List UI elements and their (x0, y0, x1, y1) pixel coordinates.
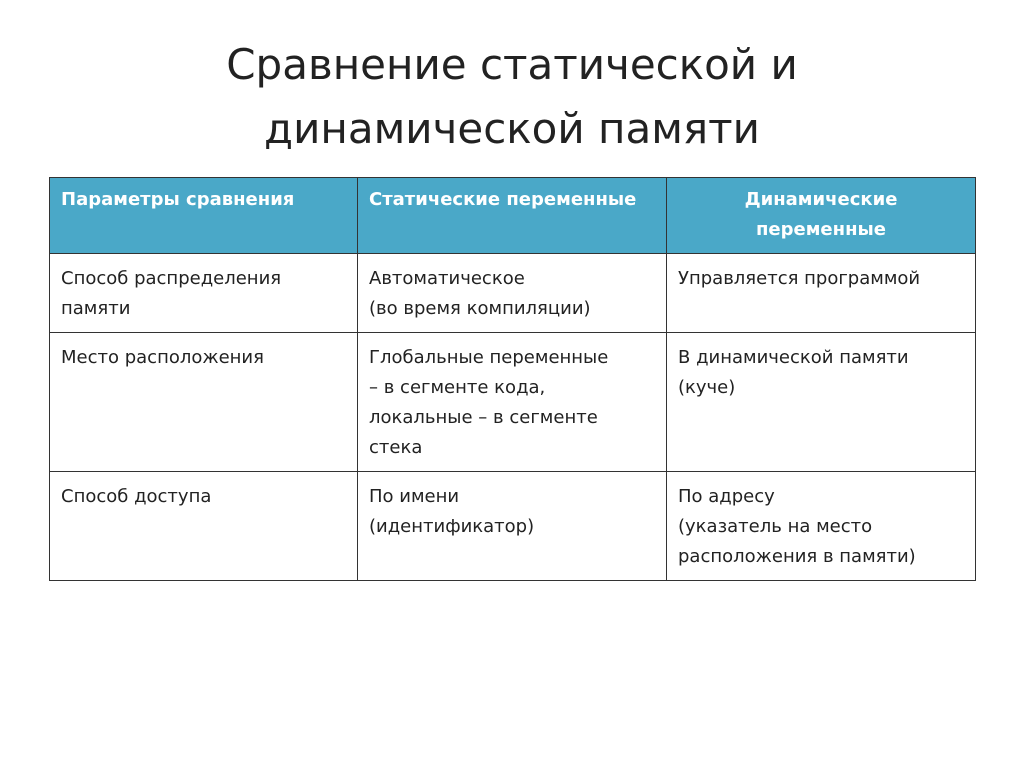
table-header-row (50, 178, 976, 254)
cell-line: расположения в памяти) (678, 546, 916, 567)
cell-static (358, 333, 667, 472)
cell-line: стека (369, 437, 423, 458)
cell-line: памяти (61, 298, 131, 319)
title-line-1: Сравнение статической и (226, 40, 798, 89)
cell-dynamic (667, 333, 976, 472)
page-title (0, 33, 1024, 161)
header-static: Статические переменные (358, 178, 667, 254)
cell-dynamic (667, 254, 976, 333)
cell-line: (указатель на место (678, 516, 873, 537)
cell-line: Глобальные переменные (369, 347, 609, 368)
cell-line: локальные – в сегменте (369, 407, 598, 428)
table-row (50, 472, 976, 581)
cell-line: Способ распределения (61, 268, 282, 289)
cell-param (50, 333, 358, 472)
cell-static (358, 254, 667, 333)
cell-line: Место расположения (61, 347, 264, 368)
cell-line: В динамической памяти (678, 347, 909, 368)
cell-line: (идентификатор) (369, 516, 535, 537)
cell-line: Способ доступа (61, 486, 212, 507)
cell-param (50, 254, 358, 333)
table-row (50, 254, 976, 333)
title-line-2: динамической памяти (264, 104, 760, 153)
table-row (50, 333, 976, 472)
cell-dynamic (667, 472, 976, 581)
cell-static (358, 472, 667, 581)
header-params: Параметры сравнения (50, 178, 358, 254)
cell-line: Управляется программой (678, 268, 921, 289)
header-dynamic: Динамические переменные (667, 178, 976, 254)
cell-line: Автоматическое (369, 268, 525, 289)
cell-line: (во время компиляции) (369, 298, 591, 319)
comparison-table (49, 177, 976, 581)
cell-line: (куче) (678, 377, 736, 398)
cell-line: По имени (369, 486, 460, 507)
cell-line: По адресу (678, 486, 775, 507)
cell-param (50, 472, 358, 581)
cell-line: – в сегменте кода, (369, 377, 546, 398)
